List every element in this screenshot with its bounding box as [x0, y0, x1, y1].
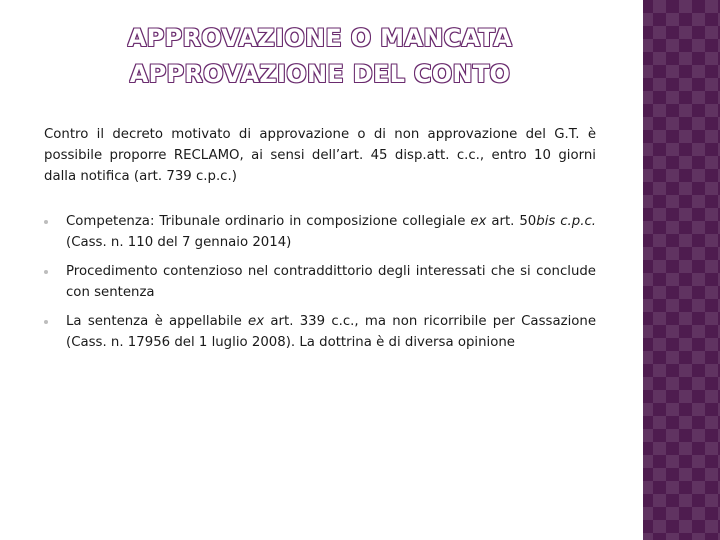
- title-line-1: APPROVAZIONE O MANCATA: [127, 24, 513, 52]
- bullet-list: [44, 211, 596, 361]
- bullet-text: (Cass. n. 110 del 7 gennaio 2014): [66, 235, 292, 250]
- band-divider: [640, 0, 643, 540]
- bullet-dot-icon: [44, 270, 48, 274]
- bullet-text: Procedimento contenzioso nel contraddittorio degli interessati che si conclude con sentenza: [66, 264, 596, 300]
- bullet-text: art. 339 c.c., ma non ricorribile per Cassazione (Cass. n. 17956 del 1 luglio 2008). La dottrina è di diversa opinione: [66, 314, 597, 350]
- bullet-text: art. 50: [486, 214, 537, 229]
- bullet-dot-icon: [44, 220, 48, 224]
- bullet-emphasis: ex: [248, 314, 265, 329]
- bullet-text: La sentenza è appellabile: [66, 314, 249, 329]
- title-line-2: APPROVAZIONE DEL CONTO: [129, 60, 511, 88]
- bullet-item-sentenza: [44, 311, 596, 353]
- bullet-dot-icon: [44, 320, 48, 324]
- intro-paragraph: Contro il decreto motivato di approvazione o di non approvazione del G.T. è possibile proporre RECLAMO, ai sensi dell’art. 45 disp.att. c.c., entro 10 giorni dalla notifica (art. 739 c.p.c.): [44, 127, 596, 184]
- bullet-text: Competenza: Tribunale ordinario in composizione collegiale: [66, 214, 471, 229]
- slide-title: [40, 20, 600, 92]
- bullet-emphasis: ex: [470, 214, 487, 229]
- bullet-item-procedimento: [44, 261, 596, 303]
- decorative-side-band: [640, 0, 720, 540]
- bullet-item-competenza: [44, 211, 596, 253]
- bullet-emphasis: bis c.p.c.: [536, 214, 596, 229]
